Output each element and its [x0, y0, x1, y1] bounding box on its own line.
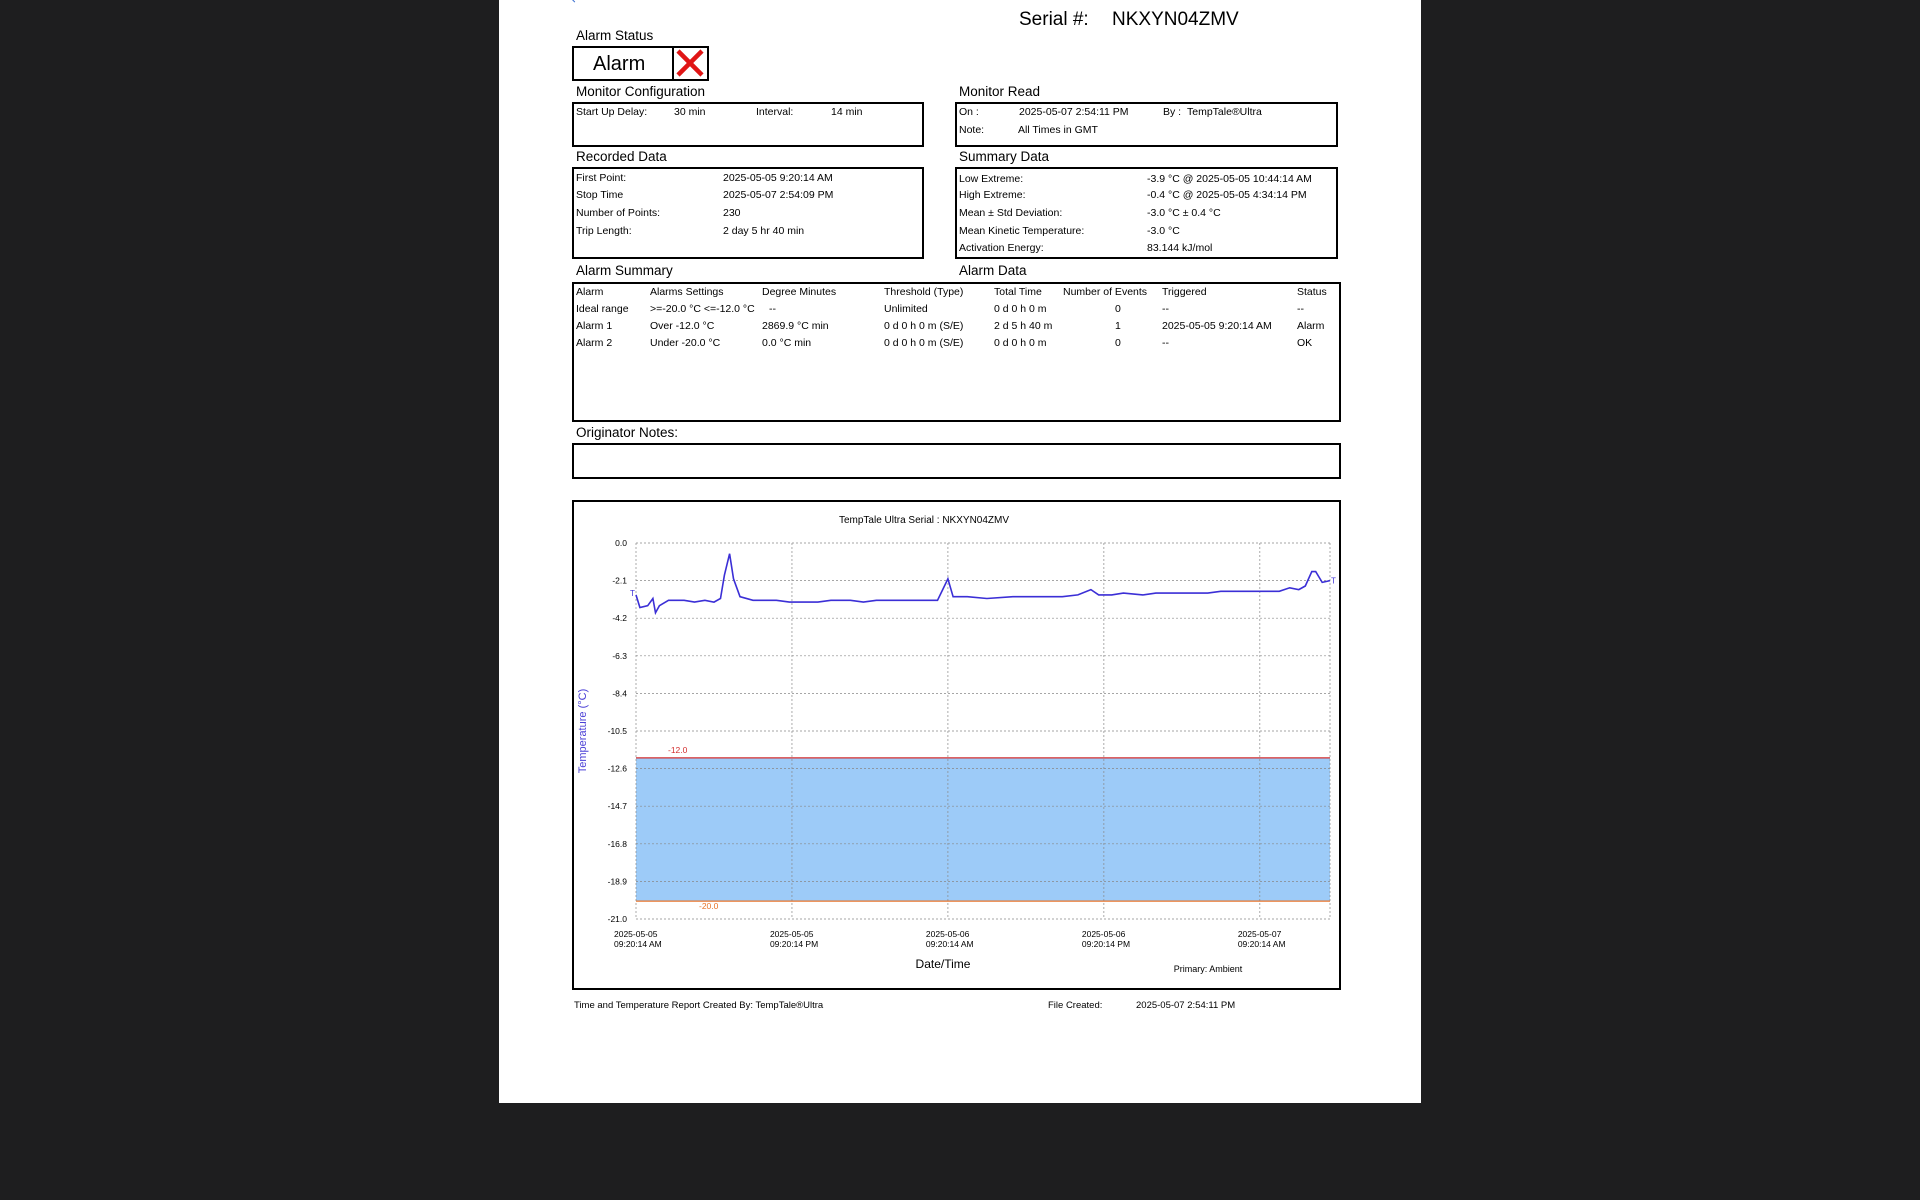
footer-file-created-label: File Created: [1048, 1000, 1103, 1011]
originator-notes-box[interactable] [572, 443, 1341, 479]
alarm-table-header: Number of Events [1063, 286, 1148, 298]
alarm-table-cell: 0 [1115, 337, 1121, 349]
alarm-table-box [572, 282, 1341, 422]
x-tick-label: 2025-05-05 [769, 929, 814, 939]
read-by-value: TempTale®Ultra [1187, 106, 1262, 118]
ideal-range-band [636, 758, 1330, 901]
alarm-table-cell: Ideal range [576, 303, 629, 315]
chart-frame [572, 500, 1341, 990]
alarm-high-label: -12.0 [668, 744, 688, 755]
summary-data-box [955, 167, 1338, 259]
y-tick-label: -2.1 [612, 575, 627, 586]
alarm-status-title: Alarm Status [576, 28, 654, 43]
alarm-table-cell: 0 d 0 h 0 m (S/E) [884, 320, 964, 332]
chart-title: TempTale Ultra Serial : NKXYN04ZMV [838, 515, 1010, 526]
startup-delay-value: 30 min [674, 106, 706, 118]
footer-file-created-value: 2025-05-07 2:54:11 PM [1136, 1000, 1236, 1011]
alarm-table-header: Threshold (Type) [884, 286, 964, 298]
y-tick-label: -4.2 [612, 613, 627, 624]
alarm-table-cell: 2 d 5 h 40 m [994, 320, 1053, 332]
interval-label: Interval: [756, 106, 794, 118]
alarm-table-cell: 1 [1115, 320, 1121, 332]
monitor-config-box [572, 102, 924, 147]
y-tick-label: -21.0 [607, 914, 627, 924]
temperature-series-line [636, 554, 1330, 613]
x-axis-label: Date/Time [915, 957, 971, 971]
legend-primary: Primary: Ambient [1173, 964, 1243, 974]
red-x-icon [672, 48, 707, 79]
alarm-table-cell: >=-20.0 °C <=-12.0 °C [650, 303, 755, 315]
alarm-table-header: Degree Minutes [762, 286, 837, 298]
monitor-read-box [955, 102, 1338, 147]
alarm-summary-title: Alarm Summary [576, 263, 673, 278]
y-tick-label: -16.8 [607, 838, 627, 849]
interval-value: 14 min [831, 106, 863, 118]
alarm-table-cell: 2025-05-05 9:20:14 AM [1162, 320, 1272, 332]
x-tick-label: 2025-05-06 [1081, 929, 1126, 939]
alarm-table-cell: 2869.9 °C min [762, 320, 829, 332]
alarm-table-header: Total Time [994, 286, 1042, 298]
alarm-table-cell: 0 [1115, 303, 1121, 315]
startup-delay-label: Start Up Delay: [576, 106, 648, 118]
alarm-table-cell: -- [1297, 303, 1304, 315]
x-tick-label: 09:20:14 PM [769, 939, 819, 949]
alarm-table-cell: Alarm 2 [576, 337, 613, 349]
summary-label: High Extreme: [959, 189, 1026, 201]
read-note-label: Note: [959, 124, 985, 136]
summary-data-title: Summary Data [959, 149, 1050, 164]
summary-value: -0.4 °C @ 2025-05-05 4:34:14 PM [1147, 189, 1307, 201]
originator-notes-title: Originator Notes: [576, 425, 679, 440]
y-tick-label: -8.4 [612, 688, 627, 699]
alarm-table-header: Alarms Settings [650, 286, 724, 298]
alarm-table-cell: Unlimited [884, 303, 928, 315]
monitor-read-title: Monitor Read [959, 84, 1041, 99]
read-on-label: On : [959, 106, 979, 118]
alarm-table-cell: 0 d 0 h 0 m [994, 337, 1047, 349]
summary-value: -3.0 °C ± 0.4 °C [1147, 207, 1221, 219]
trip-end-marker: T [1331, 576, 1336, 586]
alarm-table-cell: -- [769, 303, 776, 315]
recorded-value: 2025-05-07 2:54:09 PM [723, 189, 834, 201]
x-tick-label: 09:20:14 AM [614, 939, 662, 949]
temperature-chart [574, 502, 1339, 988]
x-tick-label: 2025-05-06 [925, 929, 970, 939]
y-tick-label: -10.5 [607, 726, 627, 736]
summary-value: -3.0 °C [1147, 225, 1180, 237]
serial-value: NKXYN04ZMV [1112, 9, 1239, 30]
y-tick-label: 0.0 [615, 538, 627, 548]
y-tick-label: -14.7 [607, 801, 627, 812]
summary-label: Low Extreme: [959, 173, 1024, 185]
alarm-table-header: Status [1297, 286, 1327, 298]
alarm-status-box [572, 46, 709, 81]
serial-label: Serial #: [1019, 9, 1089, 30]
footer-created-by: Time and Temperature Report Created By: TempTale®Ultra [574, 1000, 824, 1011]
recorded-value: 2025-05-05 9:20:14 AM [723, 172, 833, 184]
recorded-label: Number of Points: [576, 207, 661, 219]
read-note-value: All Times in GMT [1018, 124, 1098, 136]
alarm-table-cell: OK [1297, 337, 1313, 349]
summary-value: -3.9 °C @ 2025-05-05 10:44:14 AM [1147, 173, 1312, 185]
alarm-table-cell: Alarm 1 [576, 320, 613, 332]
alarm-table-cell: 0 d 0 h 0 m (S/E) [884, 337, 964, 349]
recorded-label: Stop Time [576, 189, 624, 201]
back-arrow-icon[interactable] [570, 0, 580, 2]
recorded-data-box [572, 167, 924, 259]
x-tick-label: 09:20:14 AM [1237, 939, 1286, 949]
x-tick-label: 09:20:14 PM [1081, 939, 1131, 949]
alarm-table-cell: Under -20.0 °C [650, 337, 721, 349]
alarm-data-title: Alarm Data [959, 263, 1027, 278]
summary-value: 83.144 kJ/mol [1147, 242, 1213, 254]
recorded-value: 2 day 5 hr 40 min [723, 225, 805, 237]
alarm-table-cell: Alarm [1297, 320, 1325, 332]
y-tick-label: -18.9 [607, 876, 627, 887]
alarm-status-value: Alarm [593, 53, 646, 75]
y-tick-label: -12.6 [607, 763, 627, 774]
alarm-table-cell: Over -12.0 °C [650, 320, 715, 332]
y-axis-label: Temperature (°C) [577, 688, 589, 774]
recorded-label: First Point: [576, 172, 627, 184]
y-tick-label: -6.3 [612, 650, 627, 661]
x-tick-label: 09:20:14 AM [925, 939, 974, 949]
recorded-data-title: Recorded Data [576, 149, 667, 164]
recorded-value: 230 [723, 207, 741, 219]
report-page [499, 0, 1421, 1103]
alarm-table-cell: -- [1162, 303, 1169, 315]
alarm-table-cell: -- [1162, 337, 1169, 349]
recorded-label: Trip Length: [576, 225, 632, 237]
read-on-value: 2025-05-07 2:54:11 PM [1019, 106, 1129, 118]
alarm-table-header: Alarm [576, 286, 604, 298]
alarm-table-cell: 0.0 °C min [762, 337, 812, 349]
summary-label: Mean Kinetic Temperature: [959, 225, 1085, 237]
monitor-config-title: Monitor Configuration [576, 84, 706, 99]
trip-start-marker: T [630, 588, 635, 598]
x-tick-label: 2025-05-07 [1237, 929, 1282, 939]
read-by-label: By : [1163, 106, 1182, 118]
alarm-table-cell: 0 d 0 h 0 m [994, 303, 1047, 315]
alarm-table-header: Triggered [1162, 286, 1207, 298]
alarm-low-label: -20.0 [699, 901, 719, 912]
x-tick-label: 2025-05-05 [614, 929, 658, 939]
summary-label: Activation Energy: [959, 242, 1044, 254]
summary-label: Mean ± Std Deviation: [959, 207, 1063, 219]
